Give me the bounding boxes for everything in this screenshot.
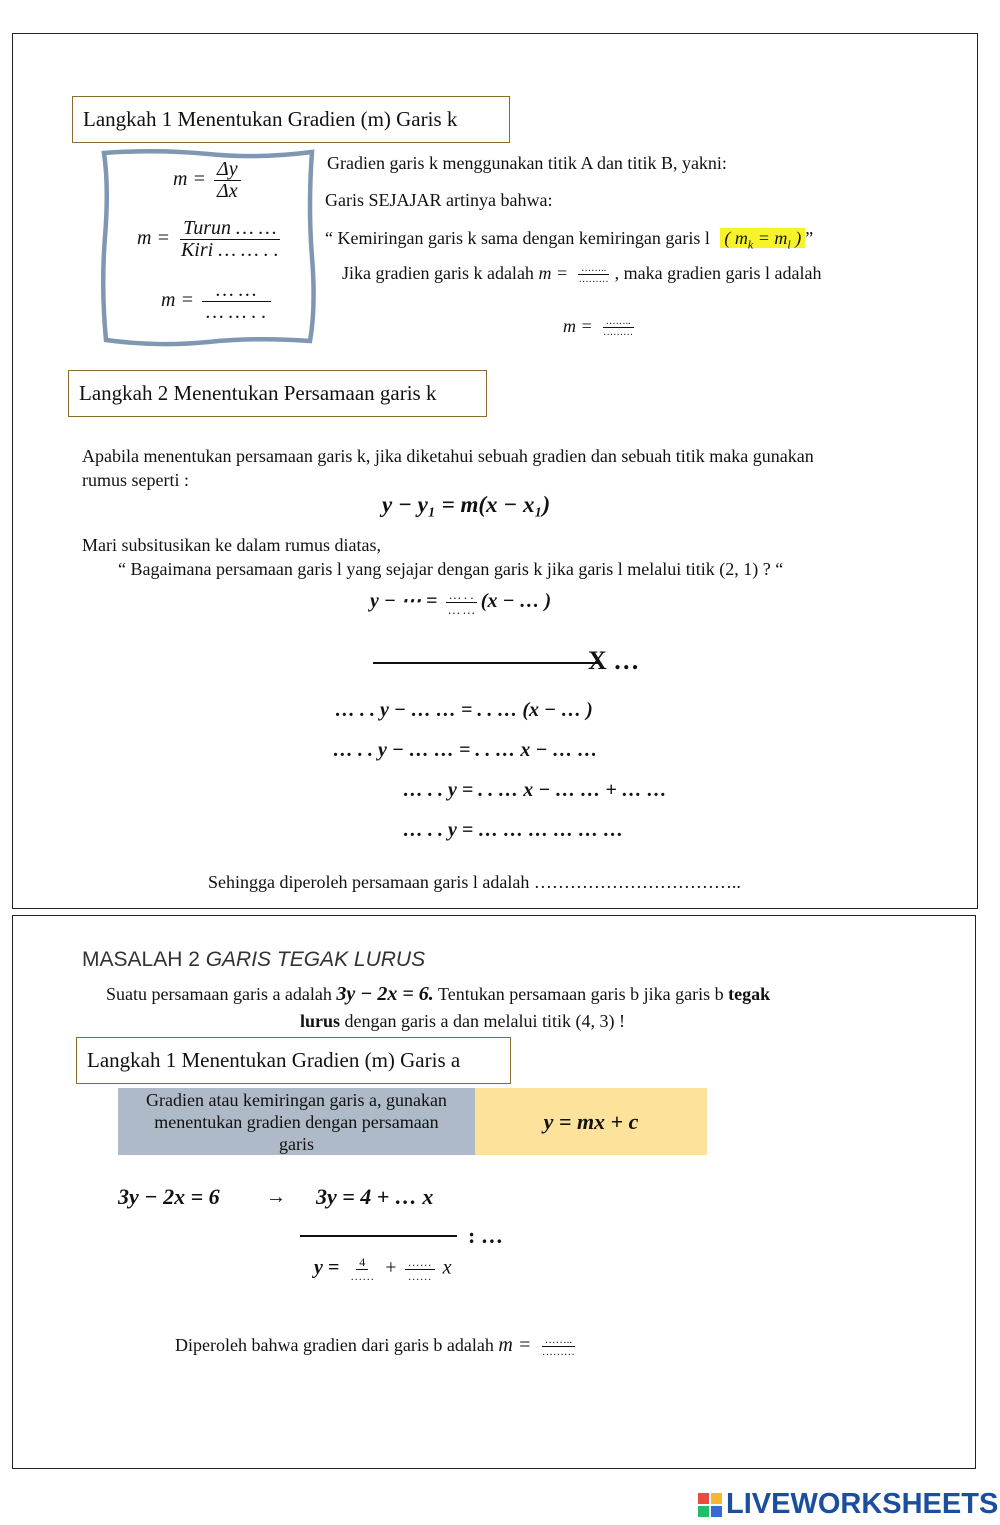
highlight-mk-ml: ( $m_k = m_l$ ) (720, 228, 805, 248)
frac2-den: …… (407, 1268, 432, 1283)
eq1-den: … … (448, 601, 475, 617)
eq-left: 3y − 2x = 6 (118, 1184, 220, 1209)
divide-line (300, 1235, 457, 1237)
divide-label: : … (468, 1223, 503, 1248)
masalah-heading: MASALAH 2 GARIS TEGAK LURUS (82, 948, 426, 971)
line-jika-gradien: Jika gradien garis k adalah m = $\frac{\dots\dots..}{\dots\dots\dots}$ , maka gradien garis l adalah (342, 262, 822, 286)
step2-title-box (68, 370, 487, 417)
grey-cell-text: Gradien atau kemiringan garis a, gunakan menentukan gradien dengan persamaan garis (146, 1089, 447, 1154)
f2-num: Turun … … (180, 218, 279, 240)
liveworksheets-logo[interactable]: LIVEWORKSHEETS (726, 1488, 999, 1520)
frac2-num: …… (405, 1256, 435, 1270)
l5-frac-num: …….. (603, 317, 634, 329)
problem-line-2: lurus dengan garis a dan melalui titik (4, 3) ! (300, 1011, 625, 1031)
eq-2: … . . y − … … = . . … (x − … ) (335, 699, 593, 721)
line-gradien-k: Gradien garis k menggunakan titik A dan titik B, yakni: (327, 153, 727, 173)
f2-den: Kiri … … . . (180, 239, 279, 261)
line-gradien-l (563, 316, 639, 339)
frac1-num: 4 (356, 1256, 368, 1270)
m-label-2: m = (137, 227, 170, 250)
line-sejajar: Garis SEJAJAR artinya bahwa: (325, 190, 553, 210)
formula-1 (173, 159, 244, 202)
kemiringan-text: “ Kemiringan garis k sama dengan kemiringan garis l (325, 228, 710, 248)
m-label-1: m = (173, 168, 206, 191)
times-label: X … (588, 646, 640, 675)
f1-num: Δy (214, 159, 241, 181)
para-apabila: Apabila menentukan persamaan garis k, jika diketahui sebuah gradien dan sebuah titik maka gunakan (82, 446, 814, 466)
line-kemiringan: “ Kemiringan garis k sama dengan kemiringan garis l ( $m_k = m_l$ ) ” (325, 228, 814, 252)
frac1-den: …… (350, 1268, 375, 1283)
formula-3 (161, 280, 274, 323)
formula-2 (137, 218, 285, 261)
para-rumus: rumus seperti : (82, 470, 189, 490)
yellow-formula: y = mx + c (543, 1108, 639, 1134)
f3-num: … … (202, 280, 271, 302)
step1a-title: Langkah 1 Menentukan Gradien (m) Garis a (87, 1048, 461, 1072)
step2-title: Langkah 2 Menentukan Persamaan garis k (79, 381, 437, 405)
main-formula: y − y₁ = m(x − x₁) (382, 492, 551, 517)
eq-y: y = $\frac{4}{\dots\dots}$ + $\frac{\dots\dots}{\dots\dots}$ x (314, 1255, 452, 1283)
m-label-5: m = (563, 316, 593, 336)
liveworksheets-logo-icon (697, 1492, 723, 1518)
eq-3: … . . y − … … = . . … x − … … (333, 739, 598, 761)
problem-line-1: Suatu persamaan garis a adalah 3y − 2x = 6. Tentukan persamaan garis b jika garis b tegak (106, 983, 771, 1005)
m-label-3: m = (161, 289, 194, 312)
f1-den: Δx (216, 180, 238, 202)
conc-frac-num: …….. (542, 1335, 576, 1348)
step1-title-box (72, 96, 510, 143)
question-text: “ Bagaimana persamaan garis l yang sejajar dengan garis k jika garis l melalui titik (2, 1) ? “ (118, 559, 784, 579)
arrow: → (266, 1186, 286, 1208)
l4-frac-den: ……… (578, 274, 609, 286)
yellow-cell (475, 1088, 707, 1155)
l5-frac-den: ……… (603, 327, 634, 339)
eq-4: … . . y = . . … x − … … + … … (403, 779, 667, 801)
step1a-title-box (76, 1037, 511, 1084)
eq-1: y − ⋯ = $\frac{\dots . .}{\dots \dots}$ (x − … ) (370, 587, 552, 617)
step1-title: Langkah 1 Menentukan Gradien (m) Garis k (83, 107, 458, 131)
m-label-4: m = (538, 263, 569, 283)
conclusion-1: Sehingga diperoleh persamaan garis l adalah …………………………….. (208, 872, 741, 892)
conclusion-2: Diperoleh bahwa gradien dari garis b adalah m = $\frac{\dots\dots..}{\dots\dots\dots}$ (175, 1334, 581, 1359)
grey-cell (118, 1088, 475, 1155)
eq-right: 3y = 4 + … x (316, 1184, 434, 1209)
problem-equation: 3y − 2x = 6. (336, 983, 434, 1005)
f3-den: … … . . (205, 301, 267, 323)
l4-frac-num: …….. (578, 264, 609, 276)
eq-5: … . . y = … … … … … … (403, 819, 624, 841)
multiply-line (373, 662, 598, 664)
conc-frac-den: ……… (541, 1346, 575, 1359)
eq1-num: … . . (446, 588, 477, 603)
para-subsitusi: Mari subsitusikan ke dalam rumus diatas, (82, 535, 381, 555)
